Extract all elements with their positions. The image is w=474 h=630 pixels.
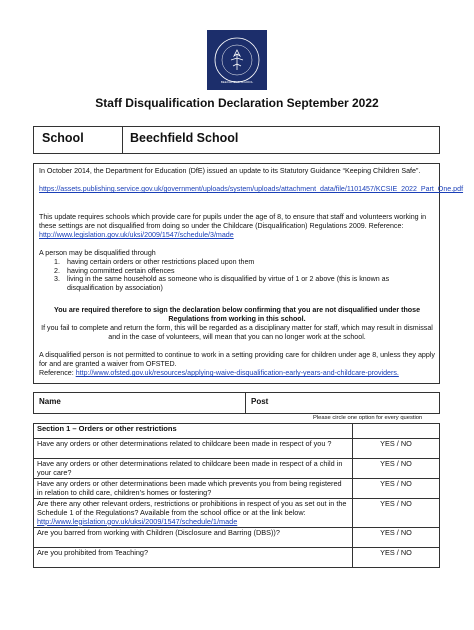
divider xyxy=(122,127,123,153)
yes-no-answer[interactable]: YES / NO xyxy=(353,479,440,499)
logo-text: BEECHFIELD SCHOOL xyxy=(220,80,254,84)
question-text: Have any orders or other determinations related to childcare been made in respect of a child in your care? xyxy=(34,459,353,479)
empty-cell xyxy=(353,424,440,439)
list-item: 3. living in the same household as someone who is disqualified by virtue of 1 or 2 above (this is known as disqualification by association) xyxy=(54,275,390,293)
name-post-row xyxy=(33,392,440,414)
schedule-1-link[interactable]: http://www.legislation.gov.uk/uksi/2009/1547/schedule/1/made xyxy=(37,516,238,526)
reference-line: Reference: http://www.ofsted.gov.uk/resources/applying-waive-disqualification-early-years-and-childcare-providers. xyxy=(39,369,399,377)
info-paragraph-2: This update requires schools which provide care for pupils under the age of 8, to ensure that staff and volunteers working in these settings are not disqualified from doing so under the Childcare (Disqualification) Regulations 2009. Reference: xyxy=(39,213,427,230)
page-title: Staff Disqualification Declaration September 2022 xyxy=(95,96,379,110)
questions-table xyxy=(33,423,440,568)
school-label: School xyxy=(42,131,84,145)
table-row xyxy=(34,424,440,439)
circle-instruction: Please circle one option for every question xyxy=(313,415,423,421)
question-text: Have any orders or other determinations related to childcare been made in respect of you ? xyxy=(34,439,353,459)
school-row xyxy=(33,126,440,154)
question-text: Have any orders or other determinations been made which prevents you from being registered in relation to child care, children’s homes or fostering? xyxy=(34,479,353,499)
yes-no-answer[interactable]: YES / NO xyxy=(353,548,440,568)
info-box xyxy=(33,163,464,384)
table-row xyxy=(34,439,440,459)
school-crest-icon xyxy=(207,30,267,90)
yes-no-answer[interactable]: YES / NO xyxy=(353,528,440,548)
table-row xyxy=(34,499,440,528)
question-text: Are there any other relevant orders, restrictions or prohibitions in respect of you as set out in the Schedule 1 of the Regulations? Available from the school office or at the link below: http://www.legislation.gov.uk/uksi/2009/1547/schedule/1/made xyxy=(34,499,353,528)
info-paragraph-5: If you fail to complete and return the form, this will be regarded as a disciplinary matter for staff, which may result in dismissal and in the case of volunteers, will mean that you can no longer work at the school. xyxy=(41,324,433,341)
divider xyxy=(245,393,246,413)
post-label: Post xyxy=(251,397,269,406)
yes-no-answer[interactable]: YES / NO xyxy=(353,459,440,479)
yes-no-answer[interactable]: YES / NO xyxy=(353,439,440,459)
info-paragraph-3: A person may be disqualified through xyxy=(39,249,156,257)
table-row xyxy=(34,528,440,548)
info-paragraph-1: In October 2014, the Department for Education (DfE) issued an update to its Statutory Guidance “Keeping Children Safe”. xyxy=(39,167,421,175)
kcsie-link[interactable]: https://assets.publishing.service.gov.uk/government/uploads/system/uploads/attachment_data/file/1101457/KCSIE_2022_Part_One.pdf xyxy=(39,185,464,193)
ofsted-link[interactable]: http://www.ofsted.gov.uk/resources/applying-waive-disqualification-early-years-and-childcare-providers. xyxy=(75,369,399,377)
info-paragraph-4: You are required therefore to sign the declaration below confirming that you are not disqualified under those Regulations from working in this school. xyxy=(53,306,421,323)
question-text: Are you barred from working with Children (Disclosure and Barring (DBS))? xyxy=(34,528,353,548)
info-paragraph-6: A disqualified person is not permitted to continue to work in a setting providing care for children under age 8, unless they apply for and are granted a waiver from OFSTED. xyxy=(39,351,435,368)
table-row xyxy=(34,479,440,499)
name-label: Name xyxy=(39,397,61,406)
section-heading: Section 1 – Orders or other restrictions xyxy=(34,424,353,439)
list-item: 1. having certain orders or other restrictions placed upon them xyxy=(54,258,255,266)
table-row xyxy=(34,548,440,568)
question-text: Are you prohibited from Teaching? xyxy=(34,548,353,568)
list-item: 2. having committed certain offences xyxy=(54,266,175,275)
table-row xyxy=(34,459,440,479)
schedule-3-link[interactable]: http://www.legislation.gov.uk/uksi/2009/1547/schedule/3/made xyxy=(39,231,234,239)
disqualification-list xyxy=(54,258,434,293)
school-name: Beechfield School xyxy=(130,131,239,145)
yes-no-answer[interactable]: YES / NO xyxy=(353,499,440,528)
